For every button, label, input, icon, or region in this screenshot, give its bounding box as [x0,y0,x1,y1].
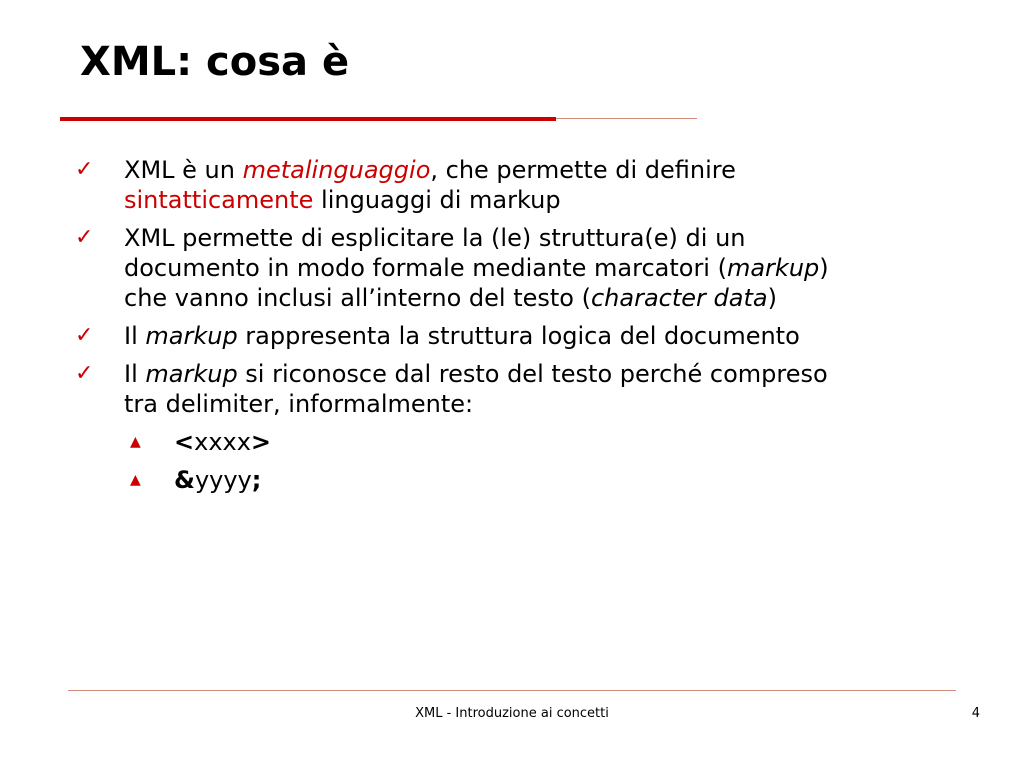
check-icon: ✓ [75,225,94,250]
check-icon: ✓ [75,361,94,386]
bullet-item [0,223,864,313]
footer-text: XML - Introduzione ai concetti [415,706,609,721]
check-icon: ✓ [75,157,94,182]
bullet-text: XML permette di esplicitare la (le) struttura(e) di un documento in modo formale mediante marcatori ( [124,224,746,282]
delimiter-open: & [174,466,195,494]
bullet-item [0,359,864,419]
bullet-text: ) che vanno inclusi all’interno del testo ( [124,254,829,312]
delimiter-content: yyyy [194,466,252,494]
delimiter-close: ; [251,466,262,494]
bullet-text: rappresenta la struttura logica del documento [237,322,800,350]
bullet-text: Il [124,360,146,388]
check-icon: ✓ [75,323,94,348]
delimiter-close: > [250,428,272,456]
delimiter-content: xxxx [194,428,251,456]
term-markup: markup [145,360,238,388]
page-number: 4 [971,706,980,721]
slide-title: XML: cosa è [80,39,350,85]
bullet-text: , che permette di definire [430,156,736,184]
sub-bullet-item [0,465,1024,495]
bullet-text: XML è un [124,156,243,184]
delimiter-open: < [174,428,195,456]
bullet-item [0,321,864,351]
term-markup: markup [726,254,820,282]
term-markup: markup [145,322,238,350]
term-metalinguaggio: metalinguaggio [242,156,431,184]
bullet-text: si riconosce dal resto del testo perché compreso tra delimiter, informalmente: [124,360,828,418]
triangle-icon: ▲ [130,472,141,488]
bullet-text: linguaggi di markup [313,186,561,214]
sub-bullet-item [0,427,1024,457]
bullet-text: ) [767,284,777,312]
bullet-text: Il [124,322,146,350]
bullet-item [0,155,864,215]
title-underline-thin [556,118,697,119]
title-underline-thick [60,117,556,121]
slide-content [0,155,1024,503]
footer-rule [68,690,956,691]
term-sintatticamente: sintatticamente [124,186,314,214]
term-character-data: character data [590,284,768,312]
triangle-icon: ▲ [130,434,141,450]
